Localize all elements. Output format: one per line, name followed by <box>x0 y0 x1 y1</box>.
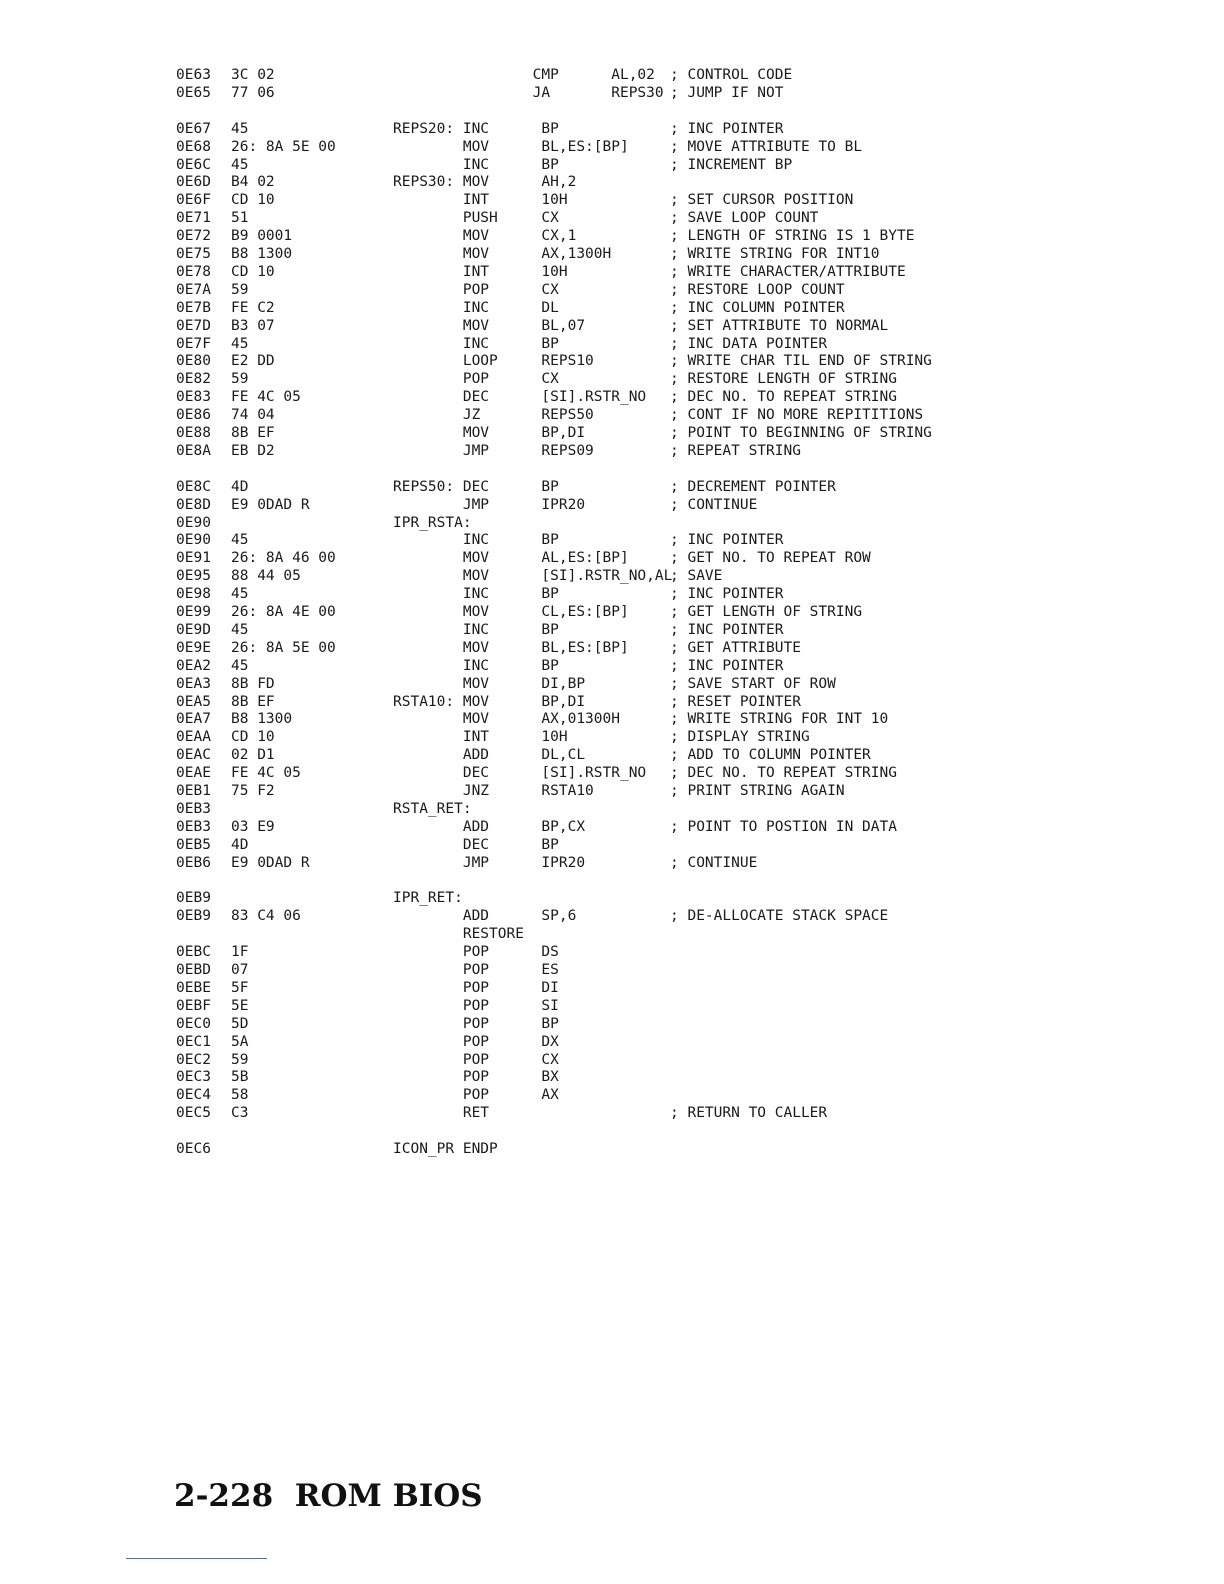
object-code: 07 <box>231 962 249 978</box>
object-code: 8B EF <box>231 693 275 710</box>
listing-line <box>0 191 1224 209</box>
object-code: 26: 8A 5E 00 <box>231 138 336 155</box>
address: 0E91 <box>176 550 211 567</box>
object-code: 59 <box>231 371 249 388</box>
comment: ; GET ATTRIBUTE <box>670 639 801 656</box>
listing-line <box>0 603 1224 621</box>
object-code: C3 <box>231 1105 249 1122</box>
listing-line <box>0 514 1224 532</box>
address: 0EB5 <box>176 836 211 853</box>
address: 0E6C <box>176 156 211 173</box>
comment: ; DECREMENT POINTER <box>670 478 836 495</box>
object-code: 45 <box>231 335 249 352</box>
comment: ; DEC NO. TO REPEAT STRING <box>670 389 897 406</box>
source-statement: JA REPS30 <box>393 84 664 101</box>
address: 0EB3 <box>176 818 211 835</box>
object-code: E9 0DAD R <box>231 854 310 871</box>
source-statement: INT 10H <box>393 263 568 280</box>
source-statement: POP DS <box>393 944 559 961</box>
source-statement: POP ES <box>393 962 559 978</box>
comment: ; SAVE START OF ROW <box>670 675 836 692</box>
object-code: 5B <box>231 1069 249 1086</box>
comment: ; WRITE CHAR TIL END OF STRING <box>670 353 932 370</box>
address: 0E83 <box>176 389 211 406</box>
object-code: 45 <box>231 657 249 674</box>
listing-line <box>0 818 1224 836</box>
listing-line <box>0 406 1224 424</box>
comment: ; INC COLUMN POINTER <box>670 299 845 316</box>
source-statement: IPR_RET: <box>393 890 463 907</box>
listing-line <box>0 352 1224 370</box>
address: 0EB1 <box>176 783 211 799</box>
listing-line <box>0 943 1224 961</box>
listing-line <box>0 496 1224 514</box>
listing-line <box>0 621 1224 639</box>
object-code: FE C2 <box>231 299 275 316</box>
source-statement: POP CX <box>393 281 559 298</box>
listing-line <box>0 299 1224 317</box>
address: 0EC4 <box>176 1087 211 1104</box>
source-statement: REPS30: MOV AH,2 <box>393 174 577 191</box>
listing-line <box>0 657 1224 675</box>
source-statement: IPR_RSTA: <box>393 514 472 531</box>
object-code: 26: 8A 46 00 <box>231 550 336 567</box>
object-code: 45 <box>231 532 249 549</box>
address: 0EC0 <box>176 1015 211 1032</box>
listing-line <box>0 925 1224 943</box>
object-code: 88 44 05 <box>231 568 301 585</box>
source-statement: MOV CX,1 <box>393 228 577 245</box>
comment: ; MOVE ATTRIBUTE TO BL <box>670 138 863 155</box>
source-statement: POP CX <box>393 1051 559 1068</box>
source-statement: POP BX <box>393 1069 559 1086</box>
object-code: FE 4C 05 <box>231 389 301 406</box>
listing-line <box>0 961 1224 979</box>
address: 0E9D <box>176 621 211 638</box>
source-statement: REPS20: INC BP <box>393 120 559 137</box>
comment: ; DISPLAY STRING <box>670 729 810 746</box>
address: 0E8D <box>176 496 211 513</box>
listing-line <box>0 889 1224 907</box>
object-code: 77 06 <box>231 84 275 101</box>
address: 0EBE <box>176 979 211 996</box>
listing-line <box>0 585 1224 603</box>
comment: ; INC POINTER <box>670 621 784 638</box>
object-code: 4D <box>231 836 249 853</box>
object-code: 02 D1 <box>231 747 275 764</box>
listing-line <box>0 567 1224 585</box>
address: 0EAA <box>176 729 211 746</box>
address: 0E80 <box>176 353 211 370</box>
source-statement: INC BP <box>393 532 559 549</box>
object-code: 45 <box>231 586 249 603</box>
address: 0E6F <box>176 192 211 209</box>
source-statement: INT 10H <box>393 729 568 746</box>
address: 0E7A <box>176 281 211 298</box>
address: 0E95 <box>176 568 211 585</box>
source-statement: INT 10H <box>393 192 568 209</box>
listing-line <box>0 263 1224 281</box>
listing-line <box>0 639 1224 657</box>
listing-line <box>0 549 1224 567</box>
listing-line <box>0 854 1224 872</box>
object-code: 1F <box>231 944 249 961</box>
address: 0EC6 <box>176 1141 211 1157</box>
object-code: B8 1300 <box>231 711 293 728</box>
source-statement: MOV BL,07 <box>393 317 586 334</box>
listing-line <box>0 317 1224 335</box>
address: 0EAC <box>176 747 211 764</box>
address: 0E82 <box>176 371 211 388</box>
object-code: 75 F2 <box>231 783 275 799</box>
address: 0E90 <box>176 532 211 549</box>
source-statement: MOV BL,ES:[BP] <box>393 138 629 155</box>
address: 0E99 <box>176 604 211 620</box>
address: 0EAE <box>176 765 211 782</box>
address: 0EC2 <box>176 1051 211 1068</box>
listing-line <box>0 782 1224 800</box>
address: 0EB6 <box>176 854 211 871</box>
object-code: 45 <box>231 621 249 638</box>
address: 0E8C <box>176 478 211 495</box>
listing-line <box>0 335 1224 353</box>
comment: ; INC DATA POINTER <box>670 335 828 352</box>
address: 0E72 <box>176 228 211 245</box>
comment: ; WRITE STRING FOR INT10 <box>670 246 880 262</box>
comment: ; CONTINUE <box>670 854 758 871</box>
listing-line <box>0 746 1224 764</box>
listing-line <box>0 728 1224 746</box>
listing-line <box>0 227 1224 245</box>
object-code: 5E <box>231 997 249 1014</box>
comment: ; RESTORE LOOP COUNT <box>670 281 845 298</box>
comment: ; REPEAT STRING <box>670 442 801 459</box>
address: 0E7D <box>176 317 211 334</box>
address: 0EBF <box>176 997 211 1014</box>
listing-line <box>0 388 1224 406</box>
object-code: 59 <box>231 1051 249 1068</box>
page-footer: 2-228 ROM BIOS <box>174 1478 483 1514</box>
object-code: 3C 02 <box>231 67 275 83</box>
listing-line <box>0 531 1224 549</box>
listing-line <box>0 1068 1224 1086</box>
listing-line <box>0 710 1224 728</box>
comment: ; POINT TO BEGINNING OF STRING <box>670 425 932 441</box>
source-statement: MOV AX,1300H <box>393 246 612 262</box>
source-statement: INC BP <box>393 586 559 603</box>
listing-line <box>0 1104 1224 1122</box>
listing-line <box>0 120 1224 138</box>
address: 0E78 <box>176 263 211 280</box>
listing-line <box>0 442 1224 460</box>
listing-line <box>0 1086 1224 1104</box>
object-code: 8B EF <box>231 425 275 441</box>
object-code: 4D <box>231 478 249 495</box>
source-statement: INC BP <box>393 156 559 173</box>
source-statement: INC BP <box>393 335 559 352</box>
source-statement: INC BP <box>393 621 559 638</box>
source-statement: RESTORE <box>393 926 524 943</box>
address: 0E65 <box>176 84 211 101</box>
comment: ; SAVE <box>670 568 723 585</box>
comment: ; INCREMENT BP <box>670 156 793 173</box>
comment: ; PRINT STRING AGAIN <box>670 783 845 799</box>
source-statement: MOV DI,BP <box>393 675 586 692</box>
listing-line <box>0 693 1224 711</box>
object-code: CD 10 <box>231 192 275 209</box>
comment: ; INC POINTER <box>670 532 784 549</box>
address: 0EA5 <box>176 693 211 710</box>
address: 0E8A <box>176 442 211 459</box>
listing-line <box>0 66 1224 84</box>
object-code: B9 0001 <box>231 228 293 245</box>
object-code: 74 04 <box>231 407 275 424</box>
address: 0EB3 <box>176 800 211 817</box>
comment: ; GET NO. TO REPEAT ROW <box>670 550 871 567</box>
listing-line <box>0 675 1224 693</box>
comment: ; RESTORE LENGTH OF STRING <box>670 371 897 388</box>
source-statement: DEC BP <box>393 836 559 853</box>
comment: ; LENGTH OF STRING IS 1 BYTE <box>670 228 915 245</box>
address: 0EC3 <box>176 1069 211 1086</box>
address: 0E6D <box>176 174 211 191</box>
source-statement: DEC [SI].RSTR_NO <box>393 389 647 406</box>
comment: ; RESET POINTER <box>670 693 801 710</box>
source-statement: DEC [SI].RSTR_NO <box>393 765 647 782</box>
object-code: B3 07 <box>231 317 275 334</box>
object-code: E9 0DAD R <box>231 496 310 513</box>
source-statement: ADD BP,CX <box>393 818 586 835</box>
object-code: FE 4C 05 <box>231 765 301 782</box>
object-code: 8B FD <box>231 675 275 692</box>
comment: ; SET ATTRIBUTE TO NORMAL <box>670 317 889 334</box>
listing-line <box>0 424 1224 442</box>
source-statement: JMP REPS09 <box>393 442 594 459</box>
source-statement: MOV AL,ES:[BP] <box>393 550 629 567</box>
source-statement: LOOP REPS10 <box>393 353 594 370</box>
source-statement: ADD SP,6 <box>393 908 577 925</box>
address: 0E90 <box>176 514 211 531</box>
comment: ; GET LENGTH OF STRING <box>670 604 863 620</box>
listing-line <box>0 800 1224 818</box>
listing-line <box>0 138 1224 156</box>
address: 0E9E <box>176 639 211 656</box>
address: 0EBC <box>176 944 211 961</box>
comment: ; JUMP IF NOT <box>670 84 784 101</box>
listing-line <box>0 245 1224 263</box>
source-statement: JMP IPR20 <box>393 496 586 513</box>
source-statement: JZ REPS50 <box>393 407 594 424</box>
address: 0E7B <box>176 299 211 316</box>
object-code: 5A <box>231 1033 249 1050</box>
listing-line <box>0 979 1224 997</box>
address: 0EA7 <box>176 711 211 728</box>
address: 0E71 <box>176 210 211 227</box>
source-statement: MOV AX,01300H <box>393 711 620 728</box>
object-code: E2 DD <box>231 353 275 370</box>
source-statement: JNZ RSTA10 <box>393 783 594 799</box>
listing-line <box>0 997 1224 1015</box>
source-statement: RSTA_RET: <box>393 800 472 817</box>
object-code: EB D2 <box>231 442 275 459</box>
comment: ; DE-ALLOCATE STACK SPACE <box>670 908 889 925</box>
address: 0E98 <box>176 586 211 603</box>
object-code: 83 C4 06 <box>231 908 301 925</box>
comment: ; SAVE LOOP COUNT <box>670 210 819 227</box>
address: 0E68 <box>176 138 211 155</box>
source-statement: POP AX <box>393 1087 559 1104</box>
address: 0E88 <box>176 425 211 441</box>
comment: ; SET CURSOR POSITION <box>670 192 854 209</box>
address: 0E75 <box>176 246 211 262</box>
object-code: CD 10 <box>231 263 275 280</box>
comment: ; WRITE CHARACTER/ATTRIBUTE <box>670 263 906 280</box>
object-code: B8 1300 <box>231 246 293 262</box>
object-code: 5F <box>231 979 249 996</box>
listing-line <box>0 209 1224 227</box>
listing-line <box>0 156 1224 174</box>
object-code: CD 10 <box>231 729 275 746</box>
listing-line <box>0 907 1224 925</box>
object-code: B4 02 <box>231 174 275 191</box>
object-code: 45 <box>231 120 249 137</box>
address: 0EB9 <box>176 890 211 907</box>
source-statement: POP DI <box>393 979 559 996</box>
address: 0EA2 <box>176 657 211 674</box>
source-statement: POP CX <box>393 371 559 388</box>
source-statement: PUSH CX <box>393 210 559 227</box>
source-statement: INC DL <box>393 299 559 316</box>
comment: ; ADD TO COLUMN POINTER <box>670 747 871 764</box>
object-code: 26: 8A 4E 00 <box>231 604 336 620</box>
source-statement: RSTA10: MOV BP,DI <box>393 693 586 710</box>
address: 0E63 <box>176 67 211 83</box>
address: 0E7F <box>176 335 211 352</box>
listing-line <box>0 1033 1224 1051</box>
comment: ; INC POINTER <box>670 657 784 674</box>
listing-line <box>0 173 1224 191</box>
address: 0EC5 <box>176 1105 211 1122</box>
source-statement: CMP AL,02 <box>393 67 655 83</box>
object-code: 45 <box>231 156 249 173</box>
source-statement: POP BP <box>393 1015 559 1032</box>
listing-line <box>0 836 1224 854</box>
listing-line <box>0 84 1224 102</box>
source-statement: RET <box>393 1105 490 1122</box>
source-statement: ADD DL,CL <box>393 747 586 764</box>
listing-line <box>0 281 1224 299</box>
source-statement: REPS50: DEC BP <box>393 478 559 495</box>
object-code: 5D <box>231 1015 249 1032</box>
object-code: 26: 8A 5E 00 <box>231 639 336 656</box>
source-statement: ICON_PR ENDP <box>393 1141 498 1157</box>
address: 0EB9 <box>176 908 211 925</box>
listing-line <box>0 1140 1224 1158</box>
source-statement: MOV [SI].RSTR_NO,AL <box>393 568 673 585</box>
object-code: 58 <box>231 1087 249 1104</box>
source-statement: JMP IPR20 <box>393 854 586 871</box>
source-statement: MOV BL,ES:[BP] <box>393 639 629 656</box>
source-statement: POP DX <box>393 1033 559 1050</box>
source-statement: POP SI <box>393 997 559 1014</box>
comment: ; CONTINUE <box>670 496 758 513</box>
comment: ; POINT TO POSTION IN DATA <box>670 818 897 835</box>
comment: ; CONTROL CODE <box>670 67 793 83</box>
comment: ; INC POINTER <box>670 120 784 137</box>
source-statement: MOV CL,ES:[BP] <box>393 604 629 620</box>
listing-line <box>0 370 1224 388</box>
comment: ; RETURN TO CALLER <box>670 1105 828 1122</box>
address: 0EA3 <box>176 675 211 692</box>
address: 0EBD <box>176 962 211 978</box>
object-code: 59 <box>231 281 249 298</box>
comment: ; WRITE STRING FOR INT 10 <box>670 711 889 728</box>
source-statement: MOV BP,DI <box>393 425 586 441</box>
object-code: 51 <box>231 210 249 227</box>
comment: ; DEC NO. TO REPEAT STRING <box>670 765 897 782</box>
source-statement: INC BP <box>393 657 559 674</box>
listing-line <box>0 1051 1224 1069</box>
listing-line <box>0 478 1224 496</box>
comment: ; INC POINTER <box>670 586 784 603</box>
bottom-rule <box>126 1558 267 1559</box>
address: 0EC1 <box>176 1033 211 1050</box>
object-code: 03 E9 <box>231 818 275 835</box>
address: 0E86 <box>176 407 211 424</box>
address: 0E67 <box>176 120 211 137</box>
comment: ; CONT IF NO MORE REPITITIONS <box>670 407 924 424</box>
listing-line <box>0 1015 1224 1033</box>
listing-line <box>0 764 1224 782</box>
